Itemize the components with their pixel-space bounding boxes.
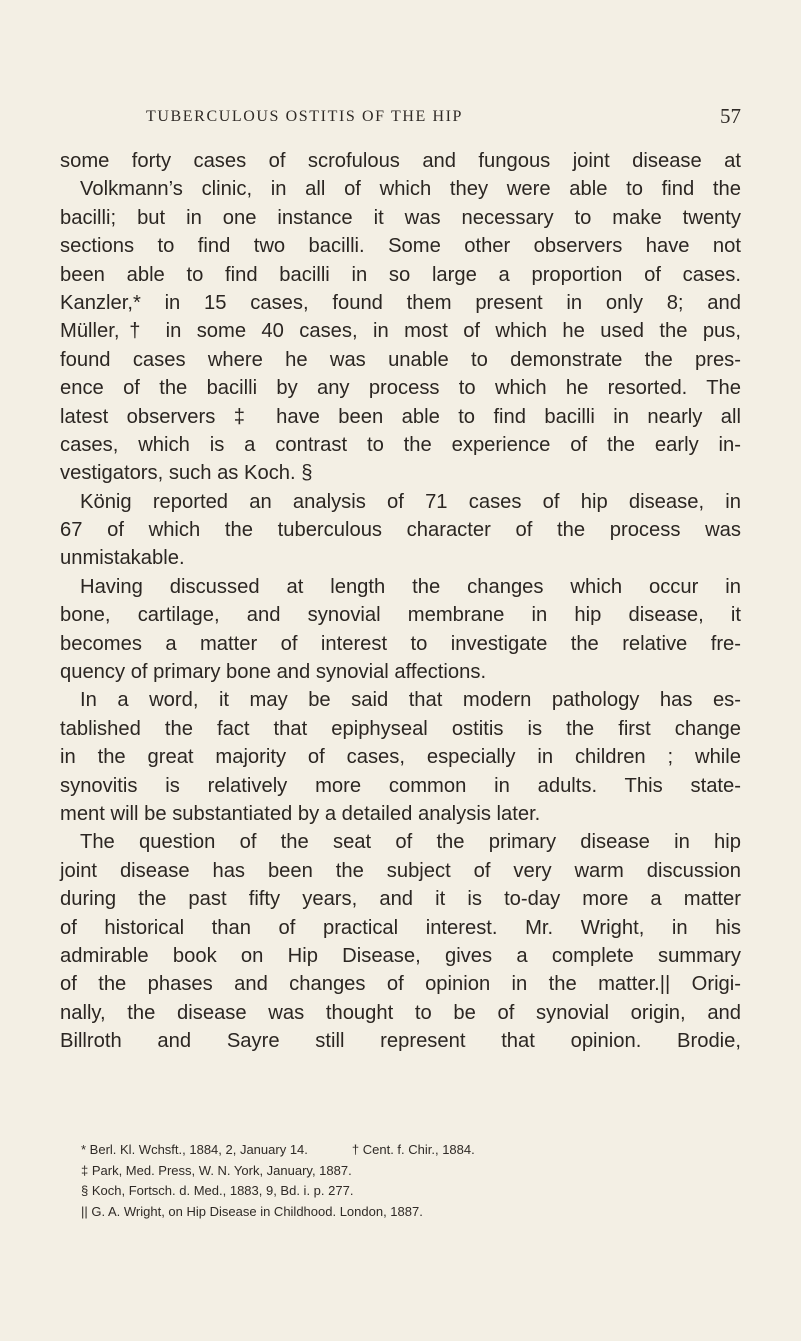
footnote: § Koch, Fortsch. d. Med., 1883, 9, Bd. i. p. 277. [81, 1183, 354, 1199]
text-line: Kanzler,* in 15 cases, found them present in only 8; and [60, 291, 741, 314]
text-line: joint disease has been the subject of very warm discussion [60, 859, 741, 882]
text-line: Müller,† in some 40 cases, in most of which he used the pus, [60, 320, 741, 343]
text-line: ment will be substantiated by a detailed analysis later. [60, 802, 541, 825]
text-line: Billroth and Sayre still represent that opinion. Brodie, [60, 1030, 741, 1053]
chapter-title: TUBERCULOUS OSTITIS OF THE HIP [146, 108, 464, 125]
page-number: 57 [720, 104, 741, 128]
text-line: latest observers ‡ have been able to find bacilli in nearly all [60, 405, 741, 428]
footnotes [81, 1140, 741, 1222]
text-line: tablished the fact that epiphyseal ostitis is the first change [60, 717, 741, 740]
text-line: of historical than of practical interest. Mr. Wright, in his [60, 916, 741, 939]
text-line: sections to find two bacilli. Some other observers have not [60, 235, 741, 258]
text-line: Having discussed at length the changes which occur in [80, 575, 741, 598]
body-text [60, 147, 741, 1056]
text-line: cases, which is a contrast to the experience of the early in- [60, 433, 741, 456]
text-line: in the great majority of cases, especially in children ; while [60, 746, 741, 769]
footnote: || G. A. Wright, on Hip Disease in Childhood. London, 1887. [81, 1203, 423, 1219]
text-line: becomes a matter of interest to investigate the relative fre- [60, 632, 741, 655]
text-line: ence of the bacilli by any process to which he resorted. The [60, 377, 741, 400]
footnote: † Cent. f. Chir., 1884. [351, 1142, 475, 1157]
text-line: The question of the seat of the primary disease in hip [80, 831, 741, 854]
text-line: Volkmann’s clinic, in all of which they were able to find the [80, 178, 741, 201]
running-head [60, 104, 741, 138]
text-line: admirable book on Hip Disease, gives a complete summary [60, 944, 741, 967]
text-line: quency of primary bone and synovial affections. [60, 661, 487, 684]
text-line: of the phases and changes of opinion in the matter.|| Origi- [60, 973, 741, 996]
text-line: some forty cases of scrofulous and fungous joint disease at [60, 150, 741, 172]
text-line: been able to find bacilli in so large a proportion of cases. [60, 263, 741, 286]
text-line: König reported an analysis of 71 cases of hip disease, in [80, 490, 741, 513]
text-line: found cases where he was unable to demonstrate the pres- [60, 348, 741, 371]
text-line: bone, cartilage, and synovial membrane in hip disease, it [60, 604, 741, 627]
text-line: synovitis is relatively more common in adults. This state- [60, 774, 741, 797]
footnote-row [81, 1140, 741, 1161]
text-line: nally, the disease was thought to be of synovial origin, and [60, 1001, 741, 1024]
text-line: In a word, it may be said that modern pathology has es- [80, 689, 741, 712]
text-line: 67 of which the tuberculous character of the process was [60, 519, 741, 542]
text-line: during the past fifty years, and it is to-day more a matter [60, 888, 741, 911]
footnote: ‡ Park, Med. Press, W. N. York, January, 1887. [81, 1162, 352, 1178]
text-line: vestigators, such as Koch. § [60, 462, 313, 485]
text-line: bacilli; but in one instance it was necessary to make twenty [60, 206, 741, 229]
text-line: unmistakable. [60, 547, 185, 570]
footnote: * Berl. Kl. Wchsft., 1884, 2, January 14. [81, 1142, 308, 1157]
